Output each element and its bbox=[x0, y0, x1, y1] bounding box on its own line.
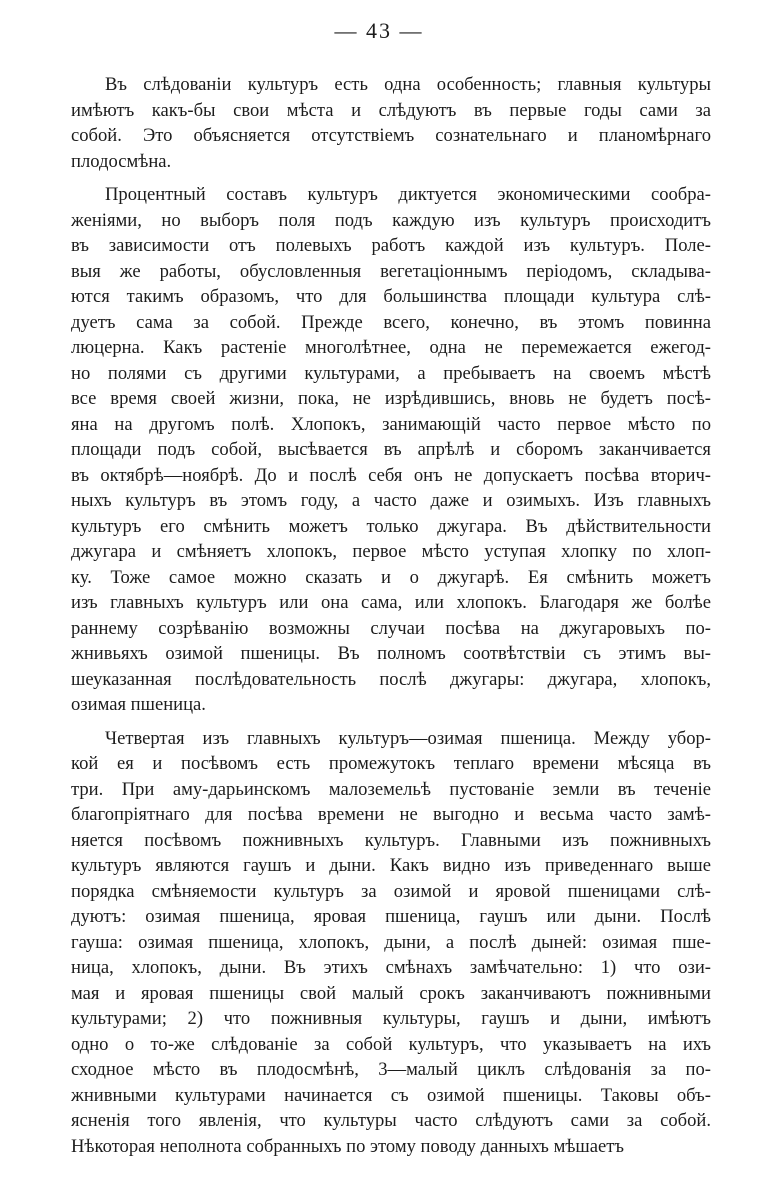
text-line: культуръ являются гаушъ и дыни. Какъ видно изъ приведеннаго выше bbox=[71, 855, 711, 876]
text-line: ясненія того явленія, что культуры часто слѣдуютъ сами за собой. bbox=[71, 1110, 711, 1131]
text-line: Процентный составъ культуръ диктуется экономическими сообра- bbox=[105, 184, 711, 205]
text-line: шеуказанная послѣдовательность послѣ джугары: джугара, хлопокъ, bbox=[71, 668, 711, 690]
text-line: няется посѣвомъ пожнивныхъ культуръ. Главными изъ пожнивныхъ bbox=[71, 829, 711, 851]
page-number: — 43 — bbox=[334, 18, 424, 43]
text-line: изъ главныхъ культуръ или она сама, или хлопокъ. Благодаря же болѣе bbox=[71, 592, 711, 613]
text-line: Въ слѣдованіи культуръ есть одна особенность; главныя культуры bbox=[105, 74, 711, 95]
text-line: жнивьяхъ озимой пшеницы. Въ полномъ соотвѣтствіи съ этимъ вы- bbox=[71, 643, 711, 664]
text-line: сходное мѣсто въ плодосмѣнѣ, 3—малый циклъ слѣдованія за по- bbox=[71, 1059, 711, 1080]
text-line: ку. Тоже самое можно сказать и о джугарѣ. Ея смѣнить можетъ bbox=[71, 566, 711, 588]
text-line: плодосмѣна. bbox=[71, 150, 172, 172]
text-line: имѣютъ какъ-бы свои мѣста и слѣдуютъ въ первые годы сами за bbox=[71, 99, 711, 121]
text-line: ются такимъ образомъ, что для большинства площади культура слѣ- bbox=[71, 286, 711, 307]
text-line: одно о то-же слѣдованіе за собой культуръ, что указываетъ на ихъ bbox=[71, 1033, 711, 1055]
text-line: мая и яровая пшеницы свой малый срокъ заканчиваютъ пожнивными bbox=[71, 982, 711, 1004]
text-line: женіями, но выборъ поля подъ каждую изъ культуръ происходитъ bbox=[71, 209, 711, 231]
text-line: ныхъ культуръ въ этомъ году, а часто даже и озимыхъ. Изъ главныхъ bbox=[71, 490, 711, 511]
text-line: но полями съ другими культурами, а пребываетъ на своемъ мѣстѣ bbox=[71, 362, 711, 384]
paragraph bbox=[71, 182, 711, 718]
text-line: три. При аму-дарьинскомъ малоземельѣ пустованіе земли въ теченіе bbox=[71, 778, 711, 800]
text-line: въ зависимости отъ полевыхъ работъ каждой изъ культуръ. Поле- bbox=[71, 235, 711, 256]
text-line: гауша: озимая пшеница, хлопокъ, дыни, а послѣ дыней: озимая пше- bbox=[71, 931, 711, 953]
text-line: джугара и смѣняетъ хлопокъ, первое мѣсто уступая хлопку по хлоп- bbox=[71, 541, 711, 562]
text-line: раннему созрѣванію возможны случаи посѣва на джугаровыхъ по- bbox=[71, 617, 711, 639]
text-line: жнивными культурами начинается съ озимой пшеницы. Таковы объ- bbox=[71, 1084, 711, 1106]
paragraph bbox=[71, 72, 711, 174]
text-line: ница, хлопокъ, дыни. Въ этихъ смѣнахъ замѣчательно: 1) что ози- bbox=[71, 957, 711, 978]
text-line: площади подъ собой, высѣвается въ апрѣлѣ и сборомъ заканчивается bbox=[71, 439, 711, 460]
text-line: культурами; 2) что пожнивныя культуры, гаушъ и дыни, имѣютъ bbox=[71, 1008, 711, 1029]
text-line: дуетъ сама за собой. Прежде всего, конечно, въ этомъ повинна bbox=[71, 311, 711, 333]
paragraph bbox=[71, 726, 711, 1160]
body-text bbox=[71, 72, 711, 1167]
text-line: яна на другомъ полѣ. Хлопокъ, занимающій часто первое мѣсто по bbox=[71, 413, 711, 435]
text-line: Четвертая изъ главныхъ культуръ—озимая пшеница. Между убор- bbox=[105, 727, 711, 749]
text-line: въ октябрѣ—ноябрѣ. До и послѣ себя онъ не допускаетъ посѣва вторич- bbox=[71, 464, 711, 486]
text-line: порядка смѣняемости культуръ за озимой и яровой пшеницами слѣ- bbox=[71, 880, 711, 902]
text-line: культуръ его смѣнить можетъ только джугара. Въ дѣйствительности bbox=[71, 515, 711, 537]
text-line: дуютъ: озимая пшеница, яровая пшеница, гаушъ или дыни. Послѣ bbox=[71, 906, 711, 927]
text-line: собой. Это объясняется отсутствіемъ сознательнаго и планомѣрнаго bbox=[71, 125, 711, 146]
text-line: люцерна. Какъ растеніе многолѣтнее, одна не перемежается ежегод- bbox=[71, 337, 711, 358]
text-line: озимая пшеница. bbox=[71, 694, 206, 715]
text-line: все время своей жизни, пока, не изрѣдившись, вновь не будетъ посѣ- bbox=[71, 388, 711, 409]
text-line: выя же работы, обусловленныя вегетаціоннымъ періодомъ, складыва- bbox=[71, 260, 711, 282]
text-line: кой ея и посѣвомъ есть промежутокъ теплаго времени мѣсяца въ bbox=[71, 753, 711, 774]
text-line: благопріятнаго для посѣва времени не выгодно и весьма часто замѣ- bbox=[71, 804, 711, 825]
text-line: Нѣкоторая неполнота собранныхъ по этому поводу данныхъ мѣшаетъ bbox=[71, 1135, 624, 1157]
